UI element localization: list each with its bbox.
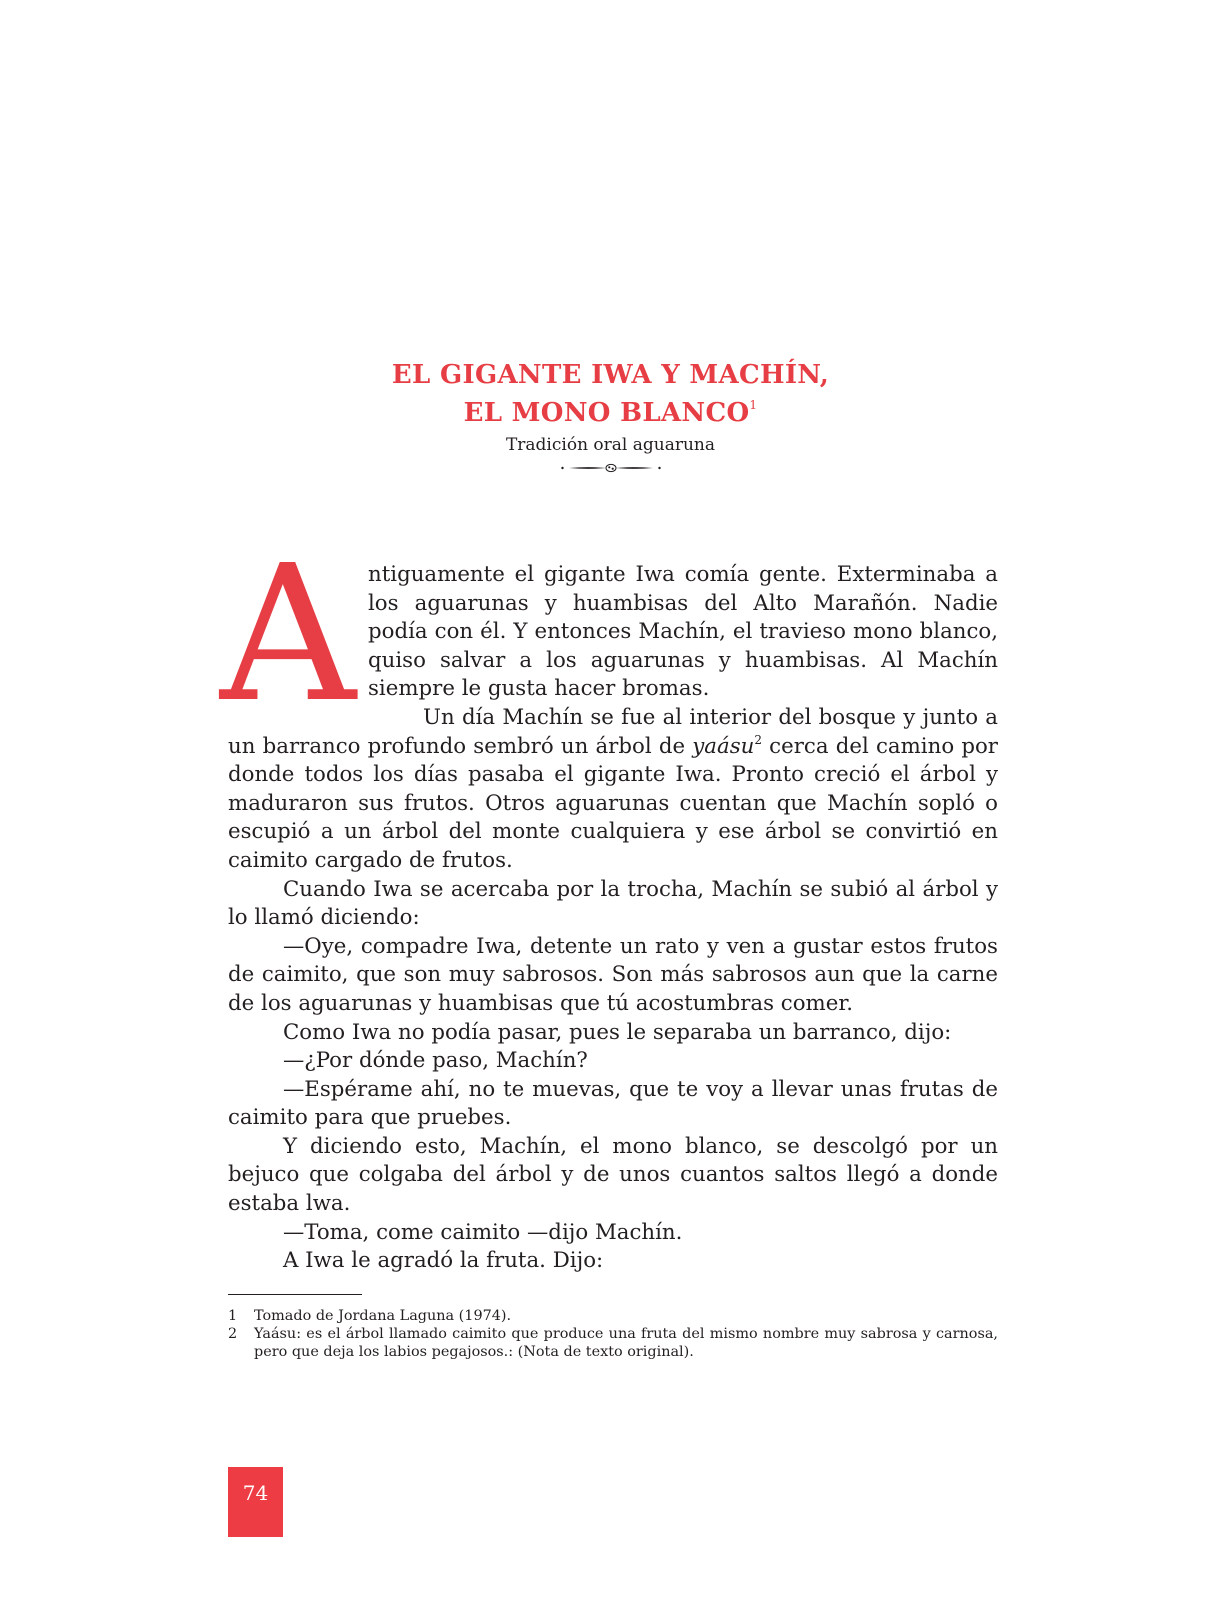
footnote-text: Tomado de Jordana Laguna (1974). <box>254 1308 512 1324</box>
footnote-text: Yaásu: es el árbol llamado caimito que produce una fruta del mismo nombre muy sabrosa y carnosa, pero que deja los labios pegajosos.: (Nota de texto original). <box>254 1326 998 1360</box>
paragraph-8: Y diciendo esto, Machín, el mono blanco, se descolgó por un bejuco que colgaba del árbol y de unos cuantos saltos llegó a donde estaba lwa. <box>228 1133 998 1217</box>
story-title-line-2 <box>0 390 1221 428</box>
footnote-1 <box>228 1307 998 1325</box>
footnotes <box>228 1307 998 1361</box>
flourish-ornament-icon <box>561 463 661 473</box>
paragraph-7: —Espérame ahí, no te muevas, que te voy a llevar unas frutas de caimito para que pruebes. <box>228 1076 998 1131</box>
page-number: 74 <box>242 1481 269 1505</box>
drop-cap: A <box>220 525 356 744</box>
paragraph-6: —¿Por dónde paso, Machín? <box>283 1048 588 1074</box>
story-subtitle: Tradición oral aguaruna <box>505 435 716 455</box>
paragraph-2-part-a: Un día Machín se fue al interior del bosque y junto a un barranco profundo sembró un árbol de <box>228 704 998 759</box>
footnote-divider <box>228 1294 362 1295</box>
story-title-line-1: EL GIGANTE IWA Y MACHÍN, <box>391 360 830 390</box>
paragraph-5: Como Iwa no podía pasar, pues le separaba un barranco, dijo: <box>283 1019 952 1045</box>
footnote-number: 2 <box>228 1326 238 1342</box>
footnote-number: 1 <box>228 1308 238 1324</box>
paragraph-10: A Iwa le agradó la fruta. Dijo: <box>283 1248 604 1274</box>
paragraph-2-part-b: cerca del camino por donde todos los días pasaba el gigante Iwa. Pronto creció el árbol y maduraron sus frutos. Otros aguarunas cuentan que Machín sopló o escupió a un árbol del monte cualquiera y ese árbol se convirtió en caimito cargado de frutos. <box>228 733 998 873</box>
paragraph-9: —Toma, come caimito —dijo Machín. <box>283 1219 683 1245</box>
paragraph-4: —Oye, compadre Iwa, detente un rato y ven a gustar estos frutos de caimito, que son muy sabrosos. Son más sabrosos aun que la carne de los aguarunas y huambisas que tú acostumbras comer. <box>228 933 998 1016</box>
paragraph-3: Cuando Iwa se acercaba por la trocha, Machín se subió al árbol y lo llamó diciendo: <box>228 876 998 931</box>
story-body <box>220 525 998 1276</box>
footnote-ref-2: 2 <box>754 732 762 747</box>
story-title-text: EL MONO BLANCO <box>463 398 750 428</box>
title-block <box>0 360 1221 473</box>
title-footnote-ref: 1 <box>749 398 758 412</box>
paragraph-1: ntiguamente el gigante Iwa comía gente. Exterminaba a los aguarunas y huambisas del Alto Marañón. Nadie podía con él. Y entonces Machín, el travieso mono blanco, quiso salvar a los aguarunas y huambisas. Al Machín siempre le gusta hacer bromas. <box>368 562 998 702</box>
footnote-2 <box>228 1325 998 1361</box>
yaasu-term: yaásu <box>692 733 755 759</box>
page-number-box <box>228 1467 283 1537</box>
